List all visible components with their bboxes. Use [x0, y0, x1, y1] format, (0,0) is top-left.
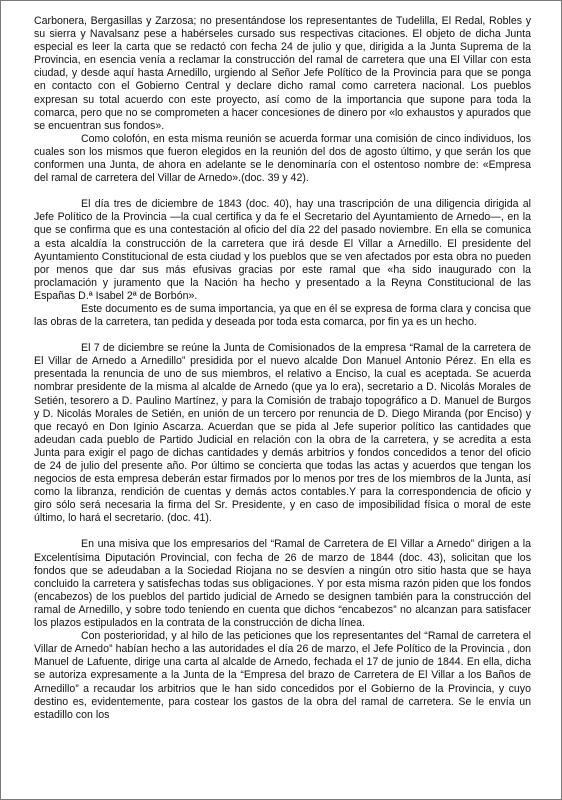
paragraph-4: Este documento es de suma importancia, ya que en él se expresa de forma clara y concisa que las obras de la carretera, tan pedida y deseada por toda esta comarca, por fin ya es un hecho. — [34, 302, 531, 329]
paragraph-2: Como colofón, en esta misma reunión se acuerda formar una comisión de cinco individuos, los cuales son los mismos que fueron elegidos en la reunión del dos de agosto último, y que serán los que conformen una Junta, de ahora en adelante se le denominaría con el ostentoso nombre de: «Empresa del ramal de carretera del Villar de Arnedo».(doc. 39 y 42). — [34, 132, 531, 185]
paragraph-3: El día tres de diciembre de 1843 (doc. 40), hay una trascripción de una diligencia dirigida al Jefe Político de la Provincia —la cual certifica y da fe el Secretario del Ayuntamiento de Arnedo—, en la que se confirma que es una contestación al oficio del día 22 del pasado noviembre. En ella se comunica a esta alcaldía la construcción de la carretera que irá desde El Villar a Arnedillo. El presidente del Ayuntamiento Constitucional de esta ciudad y los pueblos que se ven afectados por esta obra no pueden por menos que dar sus más efusivas gracias por este ramal que «ha sido inaugurado con la proclamación y juramento que la Nación ha hecho y presentado a la Reyna Constitucional de las Españas D.ª Isabel 2ª de Borbón». — [34, 198, 531, 302]
paragraph-1: Carbonera, Bergasillas y Zarzosa; no presentándose los representantes de Tudelilla, El Redal, Robles y su sierra y Navalsanz pese a habérseles cursado sus respectivas citaciones. El objeto de dicha Junta especial es leer la carta que se redactó con fecha 24 de julio y que, dirigida a la Junta Suprema de la Provincia, en esencia venía a reclamar la construcción del ramal de carretera que una El Villar con esta ciudad, y desde aquí hasta Arnedillo, urgiendo al Señor Jefe Político de la Provincia para que se ponga en contacto con el Gobierno Central y declare dicho ramal como carretera nacional. Los pueblos expresan su total acuerdo con este proyecto, así como de la importancia que supone para toda la comarca, pero que no se comprometen a hacer concesiones de dinero por «lo exhaustos y apurados que se encuentran sus fondos». — [34, 15, 531, 132]
paragraph-5: El 7 de diciembre se reúne la Junta de Comisionados de la empresa “Ramal de la carretera de El Villar de Arnedo a Arnedillo” presidida por el nuevo alcalde Don Manuel Antonio Pérez. En ella es presentada la renuncia de uno de sus miembros, el relativo a Enciso, la cual es aceptada. Se acuerda nombrar presidente de la misma al alcalde de Arnedo (que ya lo era), secretario a D. Nicolás Morales de Setién, tesorero a D. Paulino Martínez, y para la Comisión de trabajo topográfico a D. Manuel de Burgos y D. Nicolás Morales de Setién, en unión de un tercero por renuncia de D. Diego Miranda (por Enciso) y que recayó en Don Iginio Ascarza. Acuerdan que se pida al Jefe superior político las cantidades que adeudan cada pueblo de Partido Judicial en relación con la obra de la carretera, y se acredita a esta Junta para exigir el pago de dichas cantidades y demás arbitrios y fondos concedidos a tenor del oficio de 24 de julio del presente año. Por último se concierta que todas las actas y acuerdos que tengan los negocios de esta empresa deberán estar firmados por lo menos por tres de los miembros de la Junta, así como la libranza, rendición de cuentas y demás actos contables.Y para la correspondencia de oficio y giro sólo será necesaria la firma del Sr. Presidente, y en caso de imposibilidad física o moral de este último, lo hará el secretario. (doc. 41). — [34, 342, 531, 525]
paragraph-7: Con posterioridad, y al hilo de las peticiones que los representantes del “Ramal de carretera el Villar de Arnedo” habían hecho a las autoridades el día 26 de marzo, el Jefe Político de la Provincia , don Manuel de Lafuente, dirige una carta al alcalde de Arnedo, fechada el 17 de junio de 1844. En ella, dicha se autoriza expresamente a la Junta de la “Empresa del brazo de Carretera de El Villar a los Baños de Arnedillo” a recaudar los arbitrios que le han sido concedidos por el Gobierno de la Provincia, y cuyo destino es, evidentemente, para costear los gastos de la obra del ramal de carretera. Se le envía un estadillo con los — [34, 630, 531, 721]
document-body — [34, 15, 531, 722]
paragraph-6: En una misiva que los empresarios del “Ramal de Carretera de El Villar a Arnedo” dirigen a la Excelentísima Diputación Provincial, con fecha de 26 de marzo de 1844 (doc. 43), solicitan que los fondos que se adeudaban a la Sociedad Riojana no se desvíen a ningún otro sitio hasta que se haya concluido la carretera y satisfechas todas sus obligaciones. Y por esta misma razón piden que los fondos (encabezos) de los pueblos del partido judicial de Arnedo se designen también para la construcción del ramal de Arnedillo, y sobre todo teniendo en cuenta que dichos “encabezos” no alcanzan para satisfacer los plazos estipulados en la contrata de la construcción de dicha línea. — [34, 538, 531, 630]
